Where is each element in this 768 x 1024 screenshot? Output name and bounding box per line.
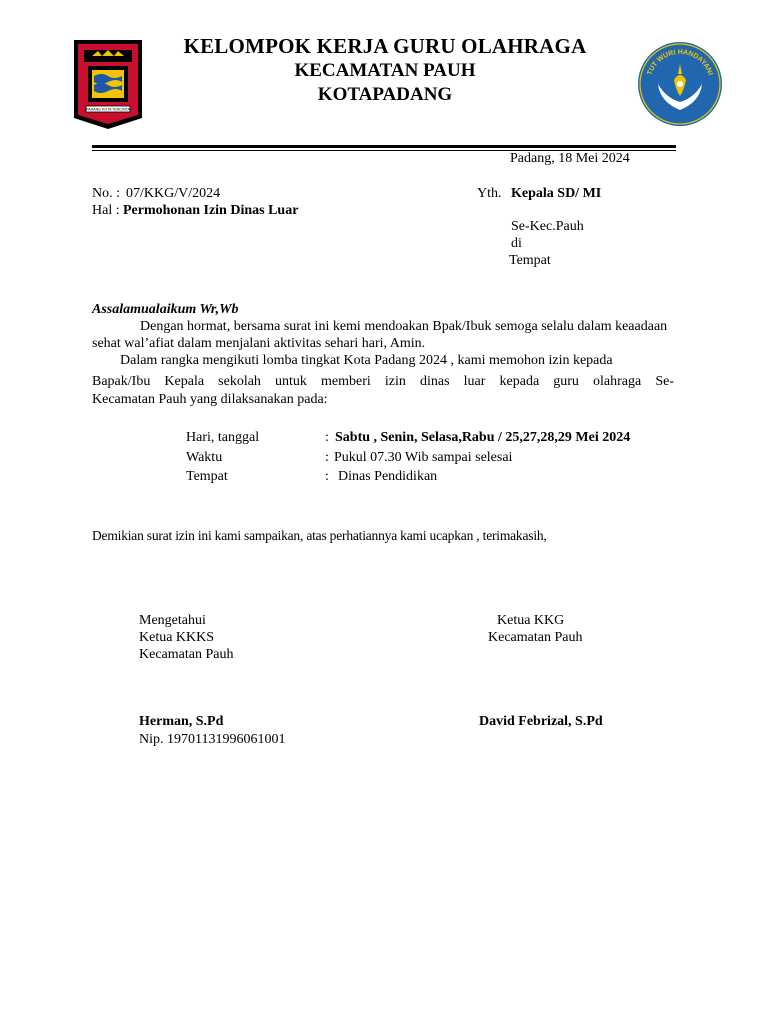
detail-label-place: Tempat [186, 469, 228, 484]
detail-sep-place: : [325, 469, 329, 484]
sign-right-line1: Ketua KKG [497, 613, 565, 628]
paragraph-request-line2: Bapak/Ibu Kepala sekolah untuk memberi izin dinas luar kepada guru olahraga Se- [92, 374, 674, 389]
sign-left-line1: Mengetahui [139, 613, 206, 628]
detail-value-place: Dinas Pendidikan [338, 469, 438, 484]
paragraph-opening: Dengan hormat, bersama surat ini kemi mendoakan Bpak/Ibuk semoga selalu dalam keaadaan sehat wal’afiat dalam menjalani aktivitas sehari hari, Amin. [92, 319, 668, 351]
sign-left-nip: Nip. 19701131996061001 [139, 732, 286, 747]
sign-left-line3: Kecamatan Pauh [139, 647, 234, 662]
sign-right-line2: Kecamatan Pauh [488, 630, 583, 645]
detail-label-time: Waktu [186, 450, 223, 465]
sign-left-name: Herman, S.Pd [139, 714, 224, 729]
detail-sep-time: : [325, 450, 329, 465]
logo-ring-text: TUT WURI HANDAYANI [646, 48, 714, 77]
sign-right-name: David Febrizal, S.Pd [479, 714, 603, 729]
closing-sentence: Demikian surat izin ini kami sampaikan, atas perhatiannya kami ucapkan , terimakasih, [92, 528, 547, 543]
letter-number: 07/KKG/V/2024 [126, 186, 221, 201]
sign-left-line2: Ketua KKKS [139, 630, 215, 645]
detail-label-date: Hari, tanggal [186, 430, 260, 445]
recipient-to: Kepala SD/ MI [511, 186, 602, 201]
detail-value-time: Pukul 07.30 Wib sampai selesai [334, 450, 513, 465]
letterhead-title: KELOMPOK KERJA GURU OLAHRAGA [183, 34, 587, 58]
letterhead-divider [92, 145, 676, 148]
padang-city-logo [72, 38, 144, 130]
letter-number-label: No. : [92, 186, 120, 201]
detail-sep-date: : [325, 430, 329, 445]
paragraph-request-line1: Dalam rangka mengikuti lomba tingkat Kota Padang 2024 , kami memohon izin kepada [120, 353, 613, 368]
tut-wuri-handayani-logo [636, 40, 724, 128]
letter-subject: Permohonan Izin Dinas Luar [123, 203, 299, 218]
detail-value-date: Sabtu , Senin, Selasa,Rabu / 25,27,28,29 Mei 2024 [335, 430, 631, 445]
paragraph-request-line3: Kecamatan Pauh yang dilaksanakan pada: [92, 392, 328, 407]
recipient-di: di [511, 236, 522, 251]
recipient-yth: Yth. [477, 186, 502, 201]
letterhead-city: KOTAPADANG [317, 84, 453, 105]
letter-date: Padang, 18 Mei 2024 [510, 151, 630, 166]
greeting: Assalamualaikum Wr,Wb [92, 302, 239, 317]
logo-banner-text: PADANG KOTA TERCINTA [86, 107, 130, 112]
letterhead-subtitle: KECAMATAN PAUH [294, 60, 476, 81]
recipient-place: Tempat [509, 253, 551, 268]
letter-subject-label: Hal : [92, 203, 120, 218]
recipient-area: Se-Kec.Pauh [511, 219, 584, 234]
